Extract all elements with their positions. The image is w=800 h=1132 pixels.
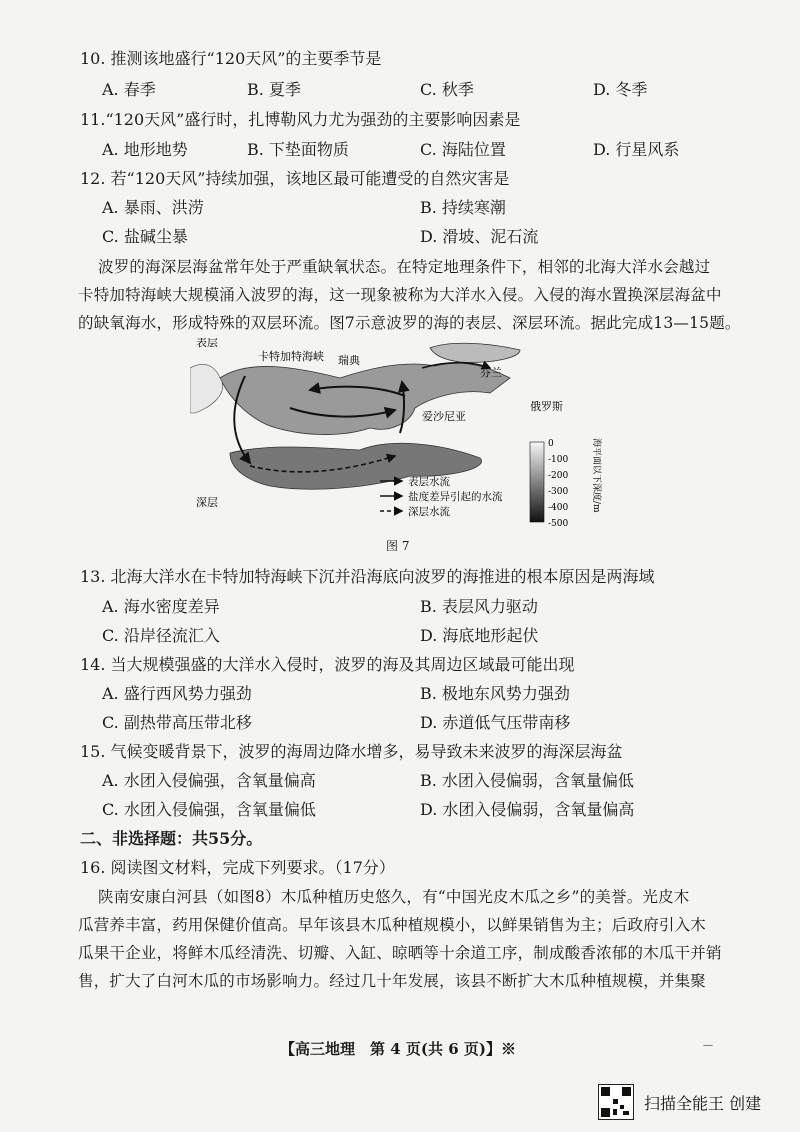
q16-passage-line-2: 瓜营养丰富，药用保健价值高。早年该县木瓜种植规模小，以鲜果销售为主；后政府引入木 bbox=[78, 916, 707, 934]
q13-stem: 13. 北海大洋水在卡特加特海峡下沉并沿海底向波罗的海推进的根本原因是两海域 bbox=[80, 567, 655, 586]
watermark-text: 扫描全能王 创建 bbox=[644, 1093, 762, 1113]
q11-option-b: B. 下垫面物质 bbox=[247, 140, 349, 159]
depth-scale bbox=[530, 438, 603, 529]
q10-option-c: C. 秋季 bbox=[420, 80, 474, 99]
legend-deep-flow: 深层水流 bbox=[408, 506, 450, 518]
section-2-heading: 二、非选择题：共55分。 bbox=[80, 829, 263, 848]
q12-option-a: A. 暴雨、洪涝 bbox=[102, 198, 204, 217]
q15-option-b: B. 水团入侵偏弱，含氧量偏低 bbox=[420, 771, 634, 790]
q11-stem: 11.“120天风”盛行时，扎博勒风力尤为强劲的主要影响因素是 bbox=[80, 110, 521, 129]
baltic-map-svg bbox=[190, 338, 610, 530]
q12-option-d: D. 滑坡、泥石流 bbox=[420, 227, 539, 246]
q13-option-a: A. 海水密度差异 bbox=[102, 597, 220, 616]
q10-option-b: B. 夏季 bbox=[247, 80, 301, 99]
q15-stem: 15. 气候变暖背景下，波罗的海周边降水增多，易导致未来波罗的海深层海盆 bbox=[80, 742, 623, 761]
q10-option-d: D. 冬季 bbox=[593, 80, 648, 99]
depth-tick: -300 bbox=[548, 487, 569, 497]
q14-option-b: B. 极地东风势力强劲 bbox=[420, 684, 570, 703]
q11-option-c: C. 海陆位置 bbox=[420, 140, 506, 159]
depth-tick: -500 bbox=[548, 519, 569, 529]
surface-layer-sea bbox=[220, 363, 510, 434]
depth-tick: -100 bbox=[548, 455, 569, 465]
qr-code-icon bbox=[598, 1084, 634, 1120]
page-footer: 【高三地理 第 4 页(共 6 页)】※ bbox=[280, 1040, 516, 1058]
label-finland: 芬兰 bbox=[480, 366, 502, 379]
scanner-watermark bbox=[598, 1084, 788, 1120]
passage1-line-2: 卡特加特海峡大规模涌入波罗的海，这一现象被称为大洋水入侵。入侵的海水置换深层海盆中 bbox=[78, 286, 722, 304]
passage1-line-3: 的缺氧海水，形成特殊的双层环流。图7示意波罗的海的表层、深层环流。据此完成13—15题。 bbox=[78, 314, 741, 332]
depth-tick: 0 bbox=[548, 439, 554, 449]
q16-passage-line-4: 售，扩大了白河木瓜的市场影响力。经过几十年发展，该县不断扩大木瓜种植规模，并集聚 bbox=[78, 972, 707, 990]
q12-option-b: B. 持续寒潮 bbox=[420, 198, 506, 217]
q13-option-b: B. 表层风力驱动 bbox=[420, 597, 538, 616]
q16-passage-line-3: 瓜果干企业，将鲜木瓜经清洗、切瓣、入缸、晾晒等十余道工序，制成酸香浓郁的木瓜干并销 bbox=[78, 944, 722, 962]
q13-option-c: C. 沿岸径流汇入 bbox=[102, 626, 220, 645]
q15-option-a: A. 水团入侵偏强，含氧量偏高 bbox=[102, 771, 316, 790]
depth-tick: -200 bbox=[548, 471, 569, 481]
q16-passage-line-1: 陕南安康白河县（如图8）木瓜种植历史悠久，有“中国光皮木瓜之乡”的美誉。光皮木 bbox=[98, 888, 690, 906]
figure-7-baltic-circulation bbox=[190, 338, 610, 530]
q14-stem: 14. 当大规模强盛的大洋水入侵时，波罗的海及其周边区域最可能出现 bbox=[80, 655, 575, 674]
depth-scale-title: 海平面以下深度/m bbox=[591, 438, 601, 513]
q14-option-d: D. 赤道低气压带南移 bbox=[420, 713, 571, 732]
legend-surface-flow: 表层水流 bbox=[408, 476, 450, 488]
figure-legend bbox=[380, 475, 503, 518]
q10-stem: 10. 推测该地盛行“120天风”的主要季节是 bbox=[80, 49, 382, 68]
q16-stem: 16. 阅读图文材料，完成下列要求。（17分） bbox=[80, 858, 395, 877]
depth-tick: -400 bbox=[548, 503, 569, 513]
scan-mark: — bbox=[703, 1040, 713, 1051]
q10-option-a: A. 春季 bbox=[102, 80, 156, 99]
label-kattegat: 卡特加特海峡 bbox=[258, 350, 324, 363]
q15-option-c: C. 水团入侵偏强，含氧量偏低 bbox=[102, 800, 316, 819]
label-sweden: 瑞典 bbox=[338, 354, 360, 367]
q14-option-a: A. 盛行西风势力强劲 bbox=[102, 684, 252, 703]
surface-layer-gulf bbox=[430, 343, 520, 362]
q12-stem: 12. 若“120天风”持续加强，该地区最可能遭受的自然灾害是 bbox=[80, 169, 510, 188]
q15-option-d: D. 水团入侵偏弱，含氧量偏高 bbox=[420, 800, 635, 819]
label-deep: 深层 bbox=[196, 496, 218, 509]
passage1-line-1: 波罗的海深层海盆常年处于严重缺氧状态。在特定地理条件下，相邻的北海大洋水会越过 bbox=[98, 258, 711, 276]
figure-7-caption: 图 7 bbox=[386, 539, 410, 553]
q13-option-d: D. 海底地形起伏 bbox=[420, 626, 539, 645]
q11-option-d: D. 行星风系 bbox=[593, 140, 680, 159]
q14-option-c: C. 副热带高压带北移 bbox=[102, 713, 252, 732]
label-estonia: 爱沙尼亚 bbox=[422, 410, 466, 423]
label-surface: 表层 bbox=[196, 338, 218, 349]
surface-land-west bbox=[190, 364, 223, 413]
legend-salinity-flow: 盐度差异引起的水流 bbox=[408, 491, 503, 503]
q11-option-a: A. 地形地势 bbox=[102, 140, 188, 159]
label-russia: 俄罗斯 bbox=[530, 400, 563, 413]
q12-option-c: C. 盐碱尘暴 bbox=[102, 227, 188, 246]
